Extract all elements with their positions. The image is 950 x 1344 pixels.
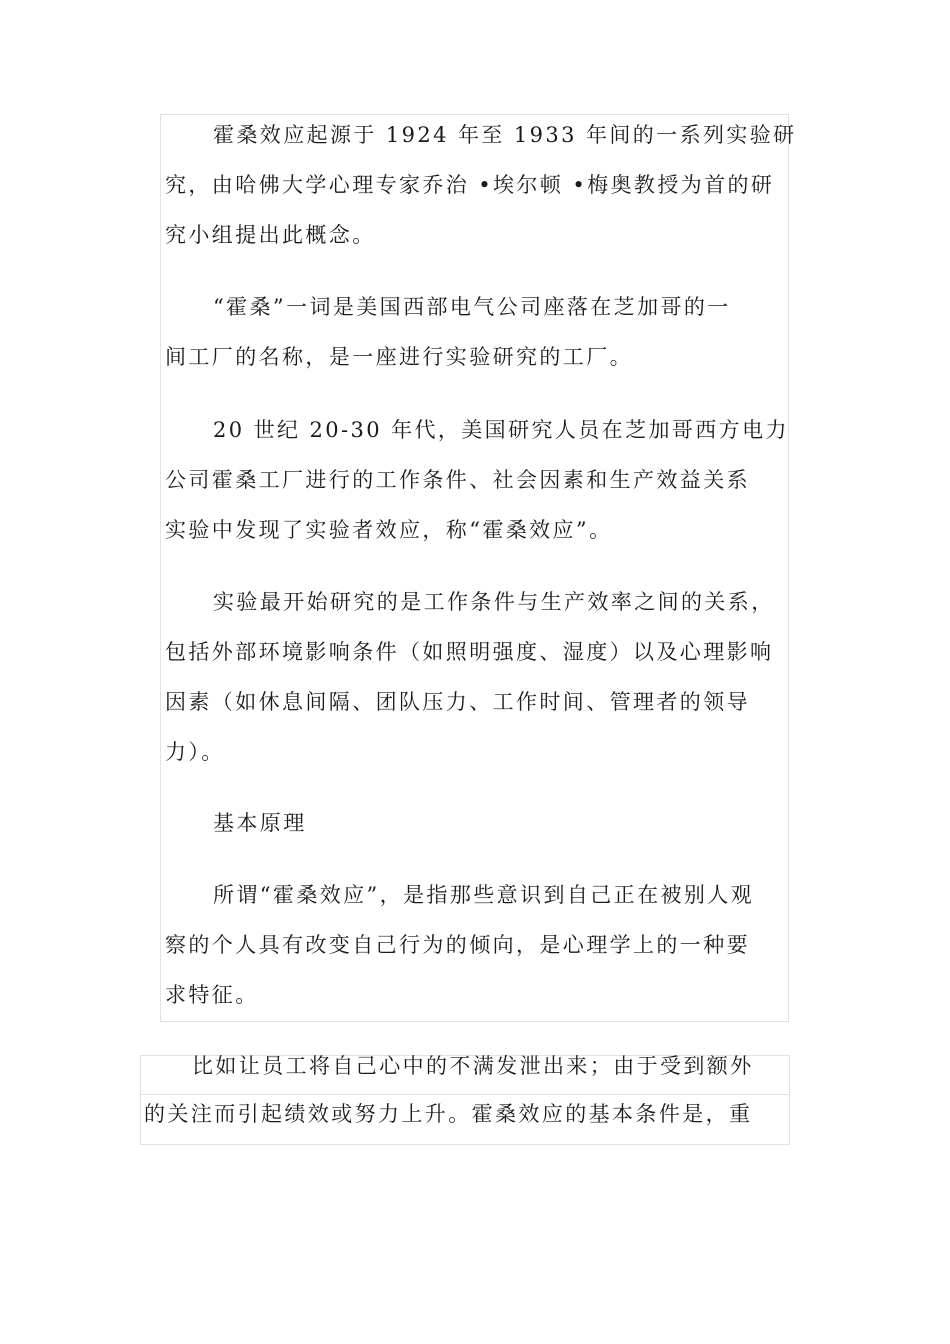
text-line: 察的个人具有改变自己行为的倾向，是心理学上的一种要	[165, 933, 750, 957]
text-line: 实验中发现了实验者效应，称“霍桑效应”。	[165, 518, 613, 542]
text-line: 间工厂的名称，是一座进行实验研究的工厂。	[165, 345, 633, 369]
text-line: 求特征。	[165, 983, 259, 1007]
text-line: “霍桑”一词是美国西部电气公司座落在芝加哥的一	[213, 295, 731, 319]
text-line: 力）。	[165, 740, 225, 764]
paragraph-example	[144, 1042, 794, 1138]
heading-text: 基本原理	[213, 811, 307, 835]
text-line: 比如让员工将自己心中的不满发泄出来；由于受到额外	[192, 1054, 754, 1078]
paragraph-history	[165, 405, 790, 555]
text-line: 究小组提出此概念。	[165, 223, 376, 247]
text-line: 究，由哈佛大学心理专家乔治 •埃尔顿 •梅奥教授为首的研	[165, 173, 775, 197]
text-line: 霍桑效应起源于 1924 年至 1933 年间的一系列实验研	[213, 123, 797, 147]
section-heading	[165, 798, 790, 848]
paragraph-definition	[165, 870, 790, 1020]
text-line: 20 世纪 20-30 年代，美国研究人员在芝加哥西方电力	[213, 418, 789, 442]
paragraph-origin	[165, 110, 797, 260]
text-line: 因素（如休息间隔、团队压力、工作时间、管理者的领导	[165, 690, 750, 714]
paragraph-name-origin	[165, 282, 790, 382]
text-line: 所谓“霍桑效应”，是指那些意识到自己正在被别人观	[213, 883, 755, 907]
text-line: 包括外部环境影响条件（如照明强度、湿度）以及心理影响	[165, 640, 774, 664]
paragraph-experiment	[165, 577, 790, 777]
text-line: 公司霍桑工厂进行的工作条件、社会因素和生产效益关系	[165, 468, 750, 492]
text-line: 的关注而引起绩效或努力上升。霍桑效应的基本条件是，重	[144, 1102, 753, 1126]
text-line: 实验最开始研究的是工作条件与生产效率之间的关系，	[213, 590, 775, 614]
